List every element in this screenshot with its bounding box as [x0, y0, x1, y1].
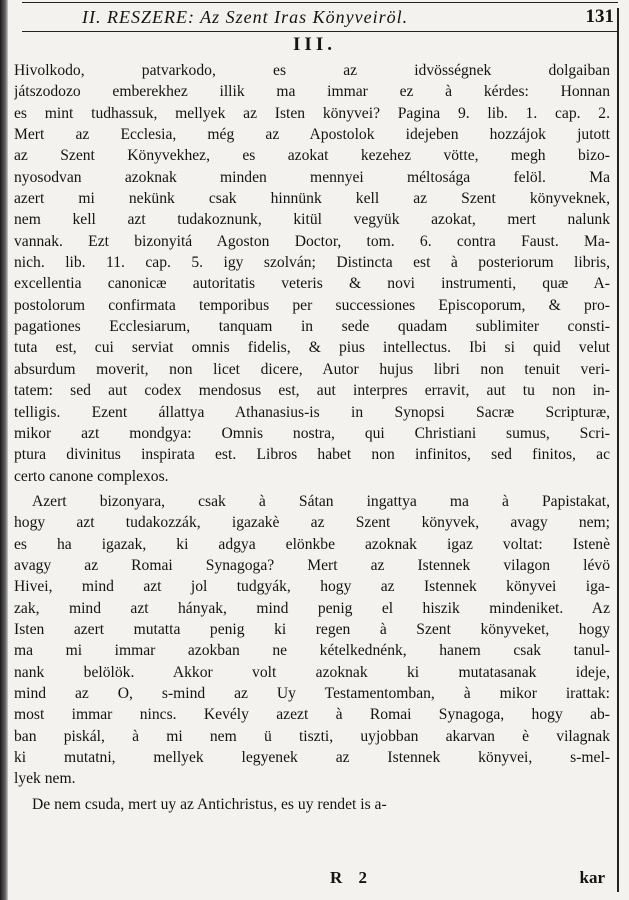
text-line: az Szent Könyvekhez, es azokat kezehez vötte, megh bizo-: [14, 147, 610, 165]
text-line: Hivolkodo, patvarkodo, es az idvösségnek dolgaiban: [14, 62, 610, 79]
text-line: nem kell azt tudakoznunk, kitül vegyük azokat, mert nalunk: [14, 211, 610, 229]
text-line: mind az O, s-mind az Uy Testamentomban, à mikor irattak:: [14, 684, 610, 702]
right-frame-rule: [617, 8, 619, 892]
text-line: nyosodvan azoknak minden mennyei méltosága felöl. Ma: [14, 168, 610, 186]
paragraph: [14, 491, 610, 790]
text-line: zak, mind azt hányak, mind penig el hiszik mindeniket. Az: [14, 599, 610, 617]
text-line: ma mi immar azokban ne kételkednénk, hanem csak tanul-: [14, 642, 610, 660]
running-title: II. RESZERE: Az Szent Iras Könyveiröl.: [82, 7, 409, 27]
text-line: Isten azert mutatta penig ki regen à Szent könyveket, hogy: [14, 620, 610, 638]
text-line: Hivei, mind azt jol tudgyák, hogy az Istennek könyvei iga-: [14, 578, 610, 596]
text-line: De nem csuda, mert uy az Antichristus, es uy rendet is a-: [32, 795, 387, 813]
text-line: Azert bizonyara, csak à Sátan ingattya ma à Papistakat,: [32, 492, 610, 510]
text-line: nich. lib. 11. cap. 5. igy szolván; Distincta est à posteriorum libris,: [14, 254, 610, 272]
text-line: pagationes Ecclesiarum, tanquam in sede quadam sublimiter consti-: [14, 318, 610, 336]
text-line: ki mutatni, mellyek legyenek az Istennek könyvei, s-mel-: [14, 749, 610, 766]
text-line: ban piskál, à mi nem ü tiszti, uyjobban akarvan è vilagnak: [14, 727, 610, 745]
text-line: tuta est, cui serviat omnis fidelis, & pius intellectus. Ibi si quid velut: [14, 339, 610, 357]
text-line: ptura divinitus inspirata est. Libros habet non infinitos, sed finitos, ac: [14, 446, 610, 464]
text-line: Mert az Ecclesia, még az Apostolok idejeben hozzájok jutott: [14, 126, 610, 144]
running-header: [22, 2, 618, 32]
text-line: mikor azt mondgya: Omnis nostra, qui Christiani sumus, Scri-: [14, 424, 610, 442]
text-line: excellentia canonicæ autoritatis veteris & novi instrumenti, quæ A-: [14, 275, 610, 293]
text-line: avagy az Romai Synagoga? Mert az Istennek vilagon lévö: [14, 556, 610, 574]
catchword: kar: [579, 868, 605, 887]
text-line: es mint tudhassuk, mellyek az Isten könyvei? Pagina 9. lib. 1. cap. 2.: [14, 104, 610, 122]
paragraph: [14, 60, 610, 487]
page-gutter-shadow: [0, 0, 8, 900]
text-line: nank belölök. Akkor volt azoknak ki mutatasanak ideje,: [14, 663, 610, 681]
page-footer: [0, 868, 629, 892]
section-number: III.: [293, 34, 336, 55]
text-line: postolorum confirmata temporibus per successiones Episcoporum, & pro-: [14, 296, 610, 314]
text-line: vannak. Ezt bizonyitá Agoston Doctor, tom. 6. contra Faust. Ma-: [14, 232, 610, 250]
text-line: es ha igazak, ki adgya elönkbe azoknak igaz voltat: Istenè: [14, 535, 610, 553]
body-text: [14, 60, 610, 815]
text-line: azert mi nekünk csak hinnünk kell az Szent könyveknek,: [14, 190, 610, 208]
text-line: absurdum moverit, non licet dicere, Autor hujus libri non tenuit veri-: [14, 360, 610, 378]
page-number: 131: [585, 6, 614, 27]
paragraph: [14, 794, 610, 815]
text-line: certo canone complexos.: [14, 467, 169, 485]
text-line: játszodozo emberekhez illik ma immar ez à kérdes: Honnan: [14, 83, 610, 101]
text-line: hogy azt tudakozzák, igazakè az Szent könyvek, avagy nem;: [14, 514, 610, 532]
text-line: lyek nem.: [14, 770, 76, 788]
text-line: most immar nincs. Kevély azezt à Romai Synagoga, hogy ab-: [14, 706, 610, 724]
text-line: telligis. Ezent állattya Athanasius-is in Synopsi Sacræ Scripturæ,: [14, 403, 610, 421]
signature-mark: R 2: [330, 868, 374, 887]
text-line: tatem: sed aut codex mendosus est, aut interpres erravit, aut tu non in-: [14, 382, 610, 400]
